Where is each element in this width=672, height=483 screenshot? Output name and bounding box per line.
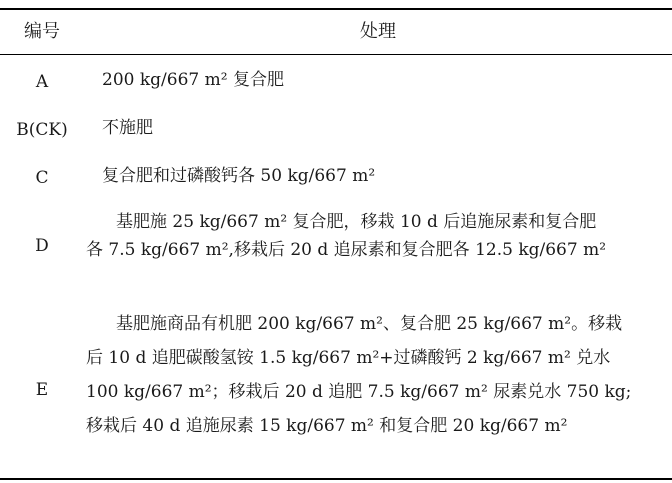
row-e-line-4: 移栽后 40 d 追施尿素 15 kg/667 m² 和复合肥 20 kg/667 m² [86,416,568,436]
row-d-id: D [35,236,49,256]
header-id: 编号 [24,21,60,42]
row-e-line-2: 后 10 d 追肥碳酸氢铵 1.5 kg/667 m²+过磷酸钙 2 kg/667 m² 兑水 [86,348,611,368]
row-b-treatment: 不施肥 [102,118,153,138]
row-e-line-1: 基肥施商品有机肥 200 kg/667 m²、复合肥 25 kg/667 m²。移栽 [116,314,623,334]
row-a-treatment: 200 kg/667 m² 复合肥 [102,70,284,90]
table-header-rule [0,54,672,55]
row-d-treatment [86,208,668,264]
row-c-id: C [35,168,49,188]
row-a-id: A [35,72,49,92]
header-treatment: 处理 [360,21,396,42]
row-d-line-2: 各 7.5 kg/667 m²,移栽后 20 d 追尿素和复合肥各 12.5 kg/667 m² [86,240,607,260]
row-d-line-1: 基肥施 25 kg/667 m² 复合肥，移栽 10 d 后追施尿素和复合肥 [116,212,597,232]
table-top-rule [0,8,672,10]
row-e-line-3: 100 kg/667 m²；移栽后 20 d 追肥 7.5 kg/667 m² 尿素兑水 750 kg; [86,382,632,402]
row-b-id: B(CK) [16,120,68,140]
row-c-treatment: 复合肥和过磷酸钙各 50 kg/667 m² [102,166,376,186]
table-bottom-rule [0,478,672,480]
row-e-treatment [86,310,668,446]
row-e-id: E [35,380,49,400]
